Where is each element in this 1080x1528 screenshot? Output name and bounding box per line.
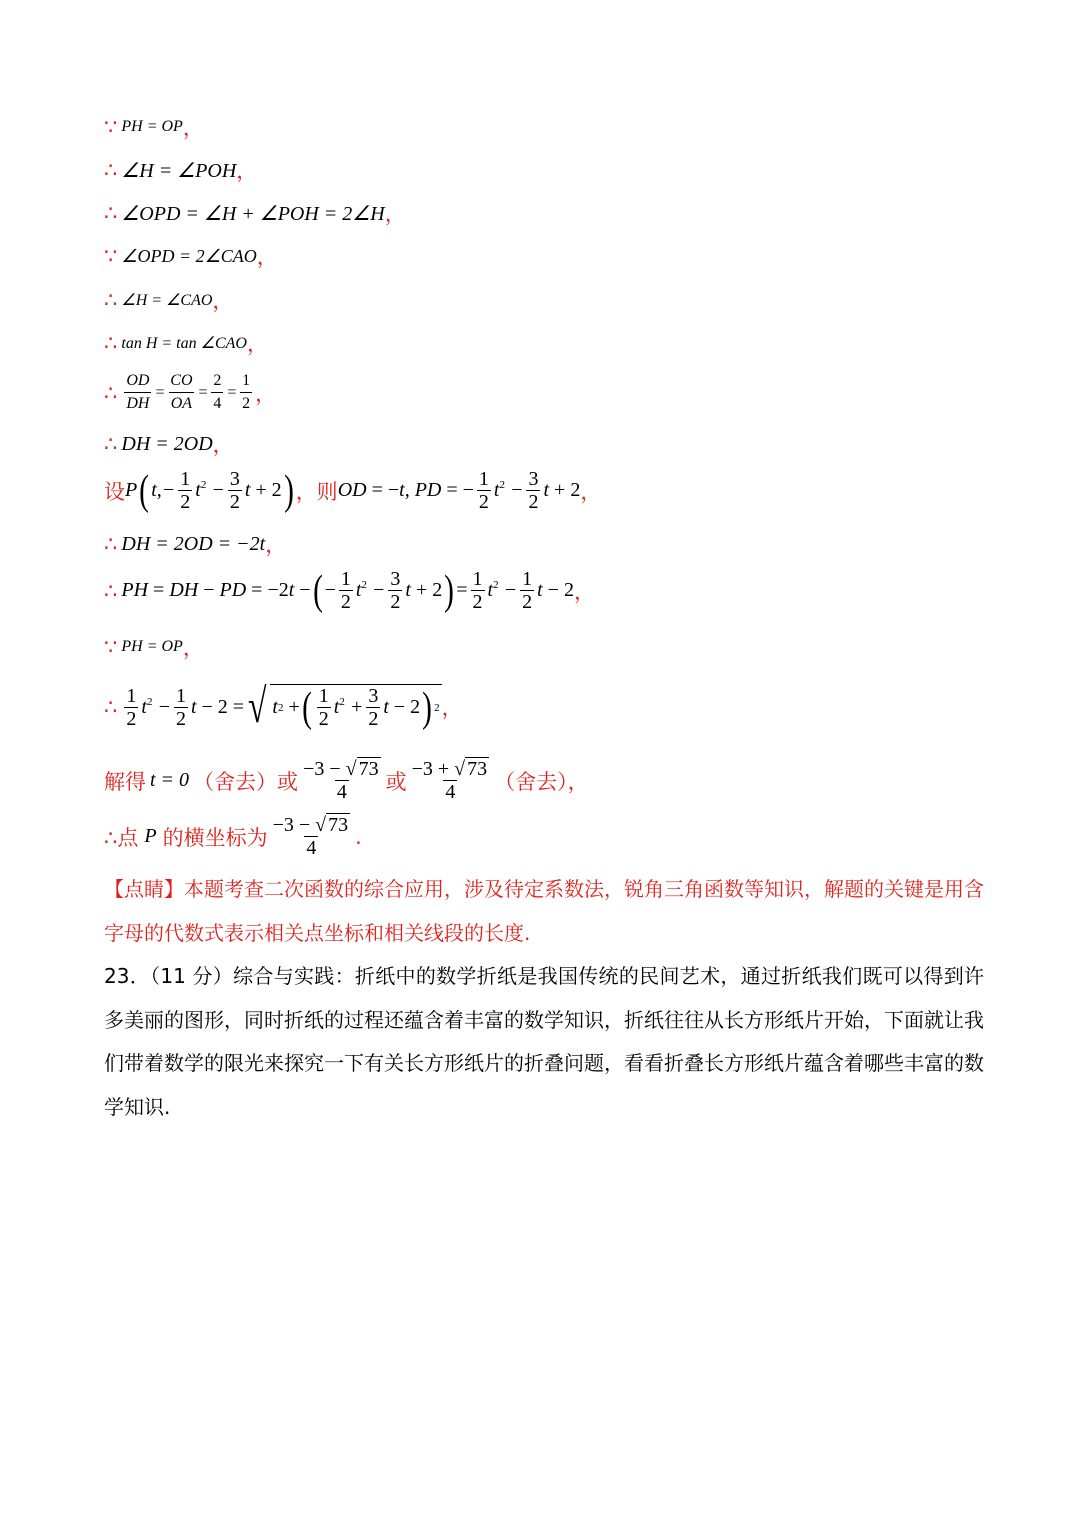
because-symbol: ∵ (104, 635, 118, 659)
point-p-expression: P ( t,− $\frac{1}{2}$ $t^2$ − $\frac{3}{2}$ t + 2 ) (125, 467, 294, 514)
therefore-symbol: ∴ (104, 695, 118, 719)
punctuation: ， (182, 636, 204, 660)
sqrt-equation: $\frac{1}{2}$ $t^2$ − $\frac{1}{2}$ t − 2 = √ t 2 + ( $\frac{1}{2}$ $t^2$ + $\frac{3}{2}$ t − 2 ) 2 (126, 680, 440, 733)
step-line (104, 814, 362, 859)
therefore-symbol: ∴ (104, 432, 118, 456)
solve-prefix: 解得 (104, 769, 146, 794)
step-line (104, 328, 268, 358)
step-line (104, 198, 406, 228)
math-expression: ∠H = ∠CAO (121, 292, 213, 309)
math-expression: DH = 2OD = −2t (121, 532, 266, 555)
question-paragraph (104, 955, 984, 1129)
because-symbol: ∵ (104, 115, 118, 139)
step-line (104, 370, 276, 415)
therefore-symbol: ∴ (104, 288, 118, 312)
punctuation: . (355, 824, 362, 849)
solution-plus: $\frac{-3 + √ 73}{4}$ (411, 758, 488, 803)
fraction-equation: $\frac{OD}{DH}$ = $\frac{CO}{OA}$ = $\frac{2}{4}$ = $\frac{1}{2}$ (121, 370, 255, 415)
step-line (104, 632, 204, 662)
punctuation: ， (256, 245, 278, 269)
comment-text: 本题考查二次函数的综合应用，涉及待定系数法，锐角三角函数等知识，解题的关键是用含字母的代数式表示相关点坐标和相关线段的长度. (104, 877, 984, 945)
punctuation: ， (236, 159, 258, 183)
od-pd-expression: OD = − t, PD = − $\frac{1}{2}$ $t^2$ − $\frac{3}{2}$ t + 2 (337, 468, 581, 513)
therefore-point-prefix: ∴点 (104, 825, 139, 850)
punctuation: ， (246, 332, 268, 356)
therefore-symbol: ∴ (104, 331, 118, 355)
therefore-symbol: ∴ (104, 380, 118, 405)
therefore-symbol: ∴ (104, 578, 118, 603)
punctuation: ， (265, 533, 287, 557)
math-expression: PH = OP (121, 638, 183, 655)
math-expression: tan H = tan ∠CAO (121, 335, 247, 352)
or-text: 或 (385, 769, 407, 794)
variable-p: P (144, 825, 157, 847)
comment-tag: 【点睛】 (104, 877, 184, 901)
discard-note: （舍去）或 (193, 769, 299, 794)
math-expression: ∠OPD = 2∠CAO (121, 245, 257, 266)
step-line (104, 468, 601, 513)
because-symbol: ∵ (104, 244, 118, 268)
therefore-symbol: ∴ (104, 158, 118, 182)
punctuation: ， (573, 579, 595, 604)
punctuation: ， (580, 479, 602, 504)
step-line (104, 568, 595, 613)
punctuation: ， (384, 202, 406, 226)
question-text: 综合与实践：折纸中的数学折纸是我国传统的民间艺术，通过折纸我们既可以得到许多美丽的图形，同时折纸的过程还蕴含着丰富的数学知识，折纸往往从长方形纸片开始，下面就让我们带着数学的限光来探究一下有关长方形纸片的折叠问题，看看折叠长方形纸片蕴含着哪些丰富的数学知识. (104, 964, 985, 1119)
solution-minus: $\frac{-3 - √ 73}{4}$ (303, 758, 379, 803)
math-expression: PH = OP (121, 118, 183, 135)
math-expression: DH = 2OD (121, 432, 213, 455)
ph-expression: PH = DH − PD = −2 t − ( − $\frac{1}{2}$ $t^2$ − $\frac{3}{2}$ t + 2 ) = $\frac{1}{2}$ $t^2$ − $\frac{1}{2}$ t − 2 (121, 567, 574, 614)
math-expression: ∠OPD = ∠H + ∠POH = 2∠H (121, 202, 385, 225)
step-line (104, 680, 463, 733)
step-line (104, 112, 204, 142)
conclusion-text: 的横坐标为 (162, 825, 268, 850)
therefore-symbol: ∴ (104, 201, 118, 225)
punctuation: ， (212, 289, 234, 313)
step-line (104, 241, 278, 271)
question-number: 23． (104, 964, 151, 988)
question-score: （11 分） (150, 964, 234, 988)
math-expression: ∠H = ∠POH (121, 159, 237, 182)
t-zero: t = 0 (150, 769, 190, 791)
step-line (104, 529, 286, 559)
step-line (104, 429, 234, 459)
discard-note: （舍去）， (494, 769, 589, 794)
therefore-symbol: ∴ (104, 532, 118, 556)
comment-paragraph (104, 868, 984, 955)
punctuation: ， (212, 433, 234, 457)
punctuation: ， (255, 381, 277, 406)
step-line (104, 285, 233, 315)
punctuation: ， (441, 696, 463, 720)
then-text: ，则 (295, 479, 338, 504)
step-line (104, 758, 589, 803)
punctuation: ， (182, 116, 204, 140)
set-prefix: 设 (104, 479, 125, 504)
step-line (104, 155, 257, 185)
final-answer: $\frac{-3 - √ 73}{4}$ (272, 814, 349, 859)
